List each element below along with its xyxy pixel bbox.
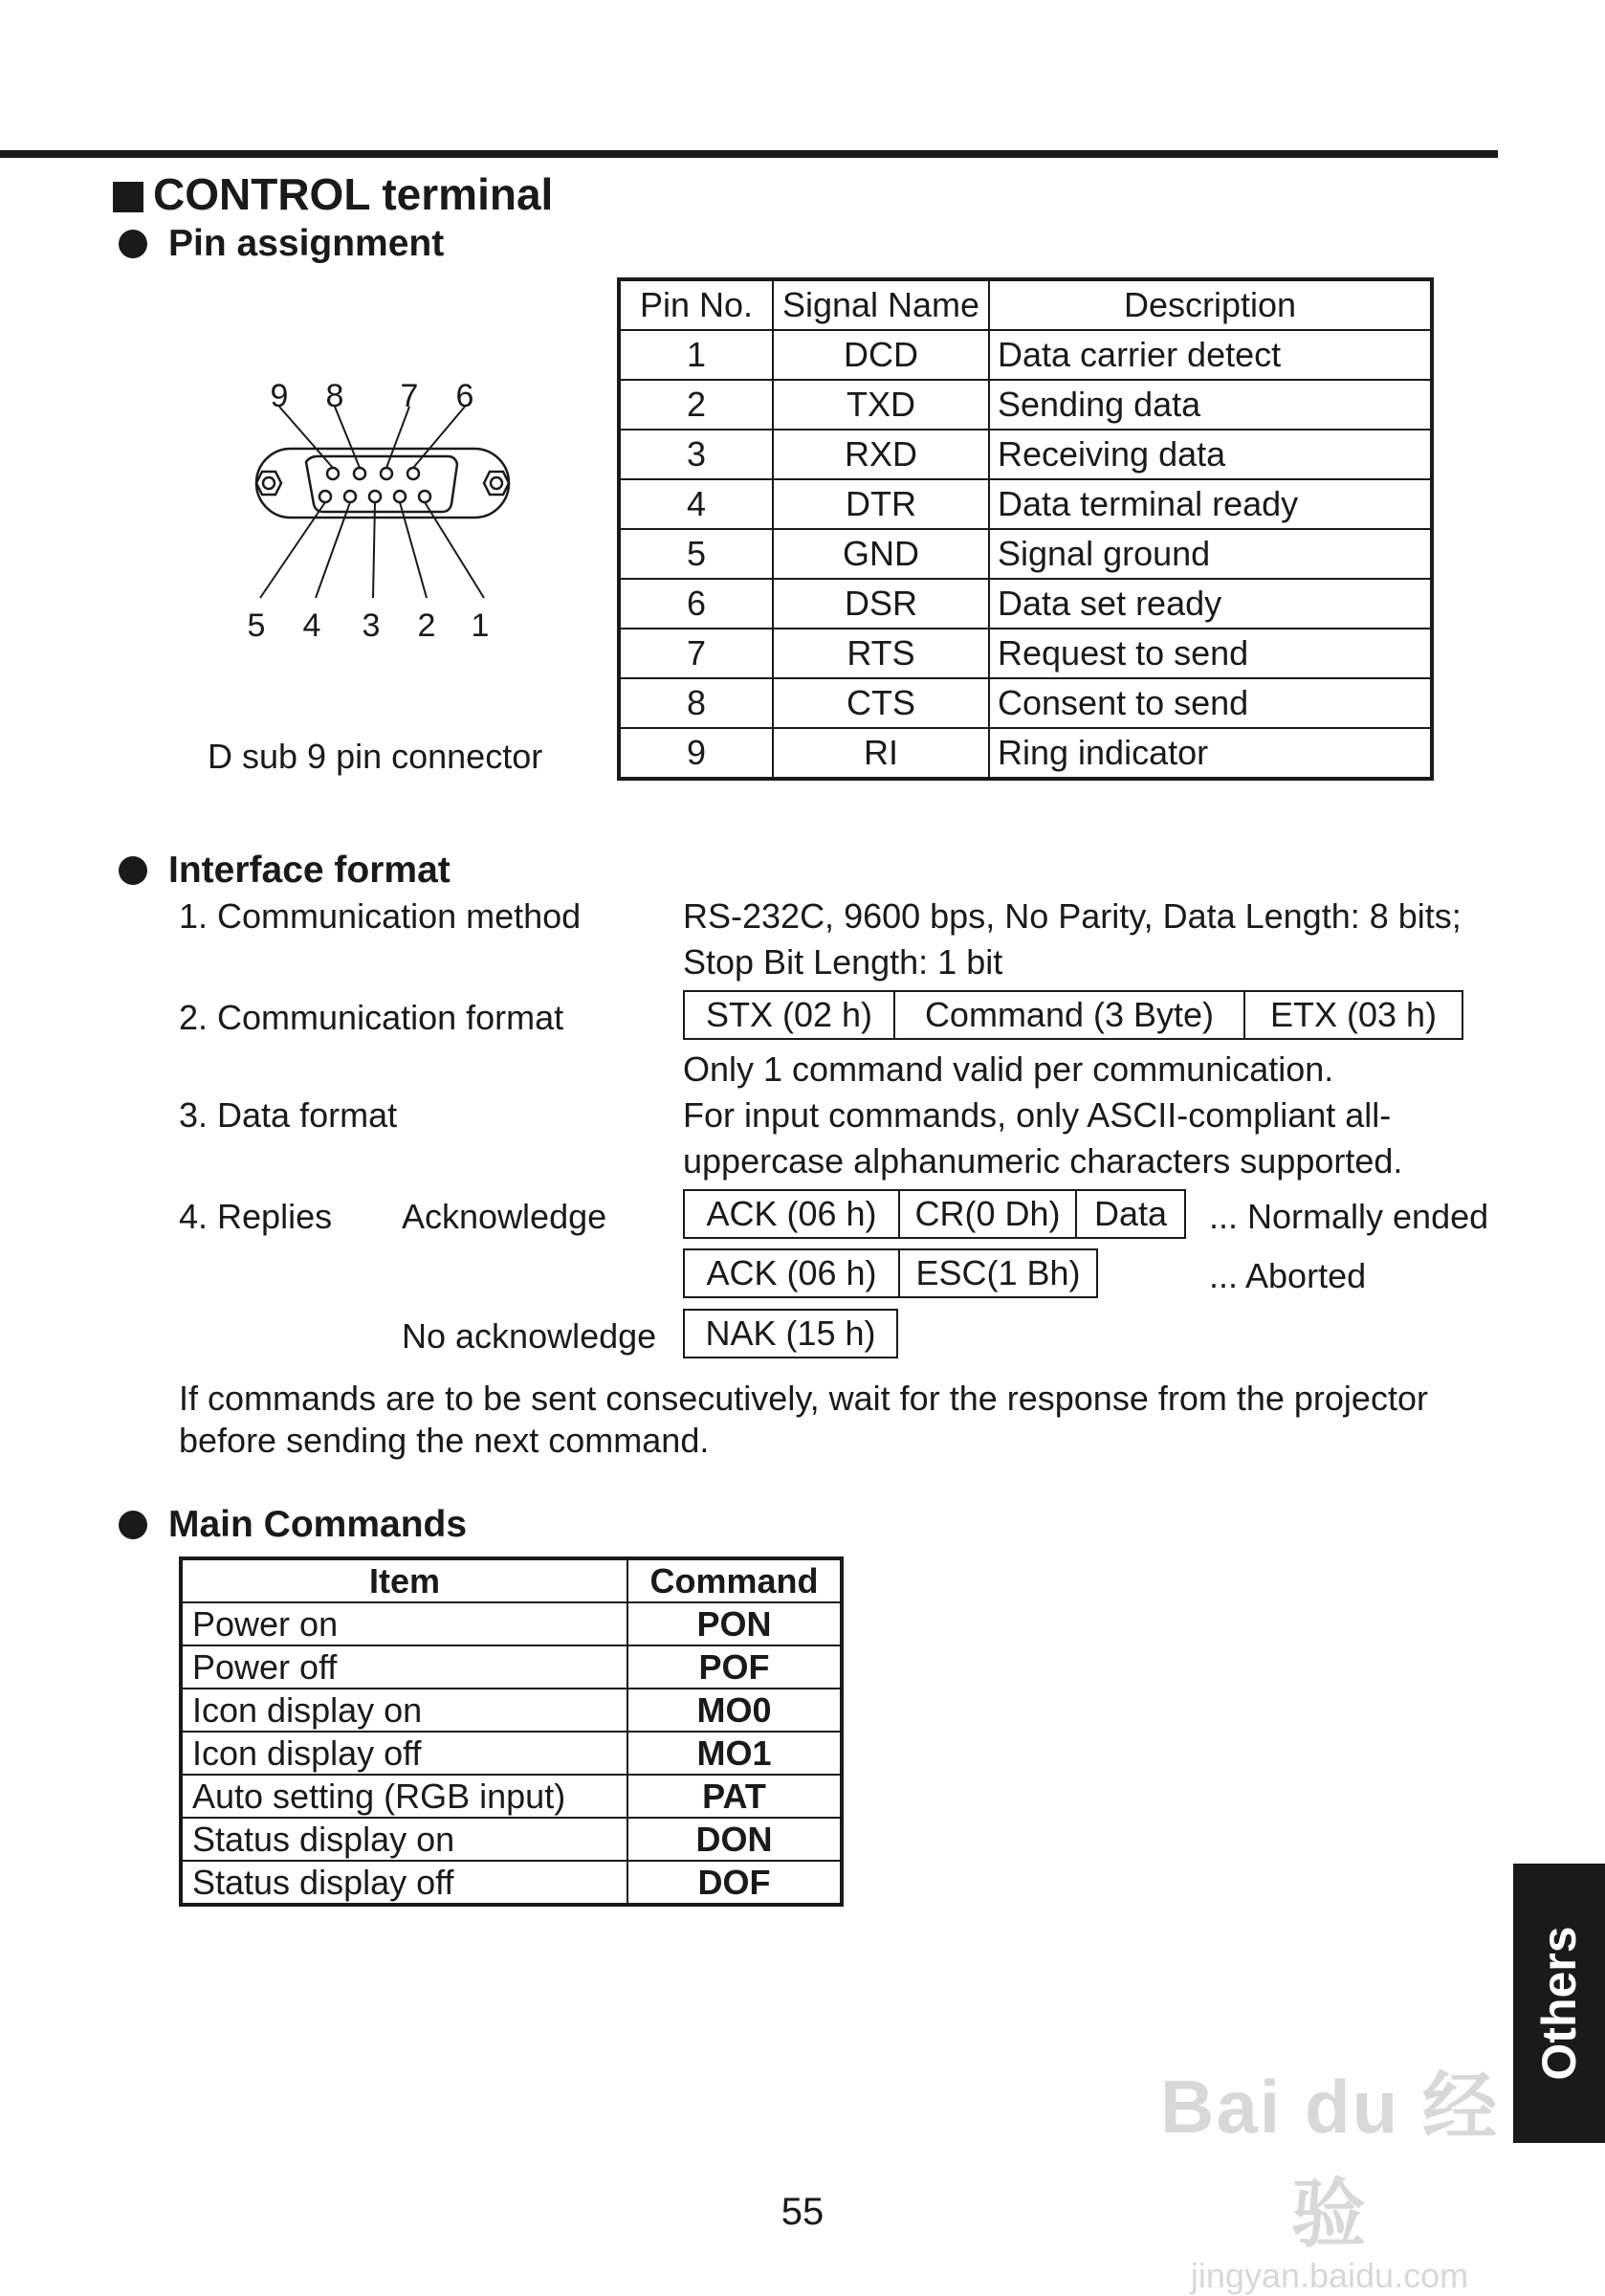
connector-shell (256, 449, 509, 518)
table-row (181, 1732, 842, 1775)
pin-number: 6 (619, 579, 773, 629)
frame-cell-ack: ACK (06 h) (685, 1250, 900, 1296)
pin-label-bottom: 1 (471, 607, 490, 644)
replies-label: 4. Replies (179, 1197, 333, 1236)
comm-format-note: Only 1 command valid per communication. (683, 1049, 1334, 1089)
table-row (619, 380, 1432, 430)
pin-number: 2 (619, 380, 773, 430)
ack-normal-frame (683, 1189, 1186, 1239)
signal-name: RTS (773, 629, 989, 678)
signal-name: CTS (773, 678, 989, 728)
acknowledge-label: Acknowledge (402, 1197, 607, 1236)
frame-cell-stx: STX (02 h) (685, 992, 895, 1038)
frame-cell-ack: ACK (06 h) (685, 1191, 900, 1237)
table-row (619, 579, 1432, 629)
command-item: Icon display off (181, 1732, 627, 1775)
pin-label-bottom: 5 (247, 607, 266, 644)
data-format-value: For input commands, only ASCII-compliant all- (683, 1095, 1392, 1135)
pin-3 (369, 491, 381, 502)
frame-cell-nak: NAK (15 h) (705, 1314, 876, 1353)
command-code: MO0 (627, 1689, 842, 1732)
ack-abort-frame (683, 1248, 1098, 1298)
command-code: PAT (627, 1775, 842, 1818)
pin-number: 1 (619, 330, 773, 380)
pin-assignment-heading: Pin assignment (119, 223, 444, 265)
ack-abort-note: ... Aborted (1209, 1256, 1367, 1295)
command-item: Icon display on (181, 1689, 627, 1732)
table-header-row (181, 1558, 842, 1602)
consecutive-note: If commands are to be sent consecutively, wait for the response from the projector (179, 1379, 1428, 1418)
command-code: DON (627, 1818, 842, 1861)
column-header: Description (989, 279, 1432, 330)
table-header-row (619, 279, 1432, 330)
column-header: Command (627, 1558, 842, 1602)
comm-method-label: 1. Communication method (179, 896, 582, 936)
data-format-label: 3. Data format (179, 1095, 398, 1135)
command-item: Power on (181, 1602, 627, 1645)
bullet-icon (119, 230, 147, 258)
pin-5 (319, 491, 331, 502)
signal-name: GND (773, 529, 989, 579)
pin-4 (344, 491, 356, 502)
no-acknowledge-label: No acknowledge (402, 1316, 657, 1356)
baidu-watermark (1138, 2047, 1521, 2296)
signal-name: RI (773, 728, 989, 779)
pin-2 (394, 491, 406, 502)
connector-face (306, 456, 457, 512)
command-code: POF (627, 1645, 842, 1689)
pin-label-bottom: 4 (302, 607, 321, 644)
signal-name: RXD (773, 430, 989, 479)
ack-normal-note: ... Normally ended (1209, 1197, 1489, 1236)
section-title: CONTROL terminal (113, 168, 553, 220)
pin-number: 9 (619, 728, 773, 779)
interface-format-heading: Interface format (119, 850, 451, 892)
pin-label-top: 7 (400, 378, 419, 414)
frame-cell-etx: ETX (03 h) (1269, 995, 1438, 1034)
table-row (619, 479, 1432, 529)
pin-description: Signal ground (989, 529, 1432, 579)
table-row (181, 1775, 842, 1818)
table-row (619, 330, 1432, 380)
bullet-icon (119, 856, 147, 885)
pin-number: 4 (619, 479, 773, 529)
pin-9 (327, 468, 339, 479)
pin-description: Sending data (989, 380, 1432, 430)
table-row (619, 629, 1432, 678)
pin-number: 3 (619, 430, 773, 479)
comm-method-value: RS-232C, 9600 bps, No Parity, Data Length: 8 bits; (683, 896, 1462, 936)
command-item: Power off (181, 1645, 627, 1689)
pin-label-bottom: 2 (417, 607, 436, 644)
frame-cell-data: Data (1093, 1194, 1168, 1233)
frame-cell-command: Command (3 Byte) (895, 992, 1245, 1038)
pin-assignment-table (617, 277, 1434, 781)
column-header: Pin No. (619, 279, 773, 330)
pin-description: Ring indicator (989, 728, 1432, 779)
pin-description: Data carrier detect (989, 330, 1432, 380)
connector-caption: D sub 9 pin connector (208, 737, 543, 776)
table-row (181, 1602, 842, 1645)
comm-method-value-cont: Stop Bit Length: 1 bit (683, 942, 1003, 982)
data-format-value-cont: uppercase alphanumeric characters supported. (683, 1141, 1403, 1181)
column-header: Item (181, 1558, 627, 1602)
comm-format-frame (683, 990, 1463, 1040)
dsub9-connector-diagram (210, 378, 555, 655)
nak-frame (683, 1309, 898, 1358)
table-row (619, 529, 1432, 579)
pin-description: Data set ready (989, 579, 1432, 629)
pin-label-bottom: 3 (362, 607, 381, 644)
pin-label-top: 8 (325, 378, 344, 414)
signal-name: DCD (773, 330, 989, 380)
signal-name: TXD (773, 380, 989, 430)
page-number: 55 (781, 2191, 824, 2233)
table-row (619, 678, 1432, 728)
pin-description: Request to send (989, 629, 1432, 678)
pin-7 (381, 468, 392, 479)
command-item: Status display on (181, 1818, 627, 1861)
pin-label-top: 9 (270, 378, 289, 414)
command-code: DOF (627, 1861, 842, 1905)
table-row (619, 728, 1432, 779)
command-code: MO1 (627, 1732, 842, 1775)
top-rule (0, 150, 1498, 158)
table-row (181, 1689, 842, 1732)
pin-number: 8 (619, 678, 773, 728)
pin-label-top: 6 (455, 378, 474, 414)
pin-number: 7 (619, 629, 773, 678)
table-row (619, 430, 1432, 479)
main-commands-table (179, 1556, 844, 1907)
bullet-icon (119, 1511, 147, 1539)
frame-cell-cr: CR(0 Dh) (900, 1191, 1077, 1237)
pin-number: 5 (619, 529, 773, 579)
others-side-tab[interactable] (1513, 1864, 1605, 2143)
command-item: Status display off (181, 1861, 627, 1905)
square-bullet-icon (113, 182, 143, 212)
pin-1 (419, 491, 430, 502)
watermark-url: jingyan.baidu.com (1190, 2256, 1469, 2295)
command-code: PON (627, 1602, 842, 1645)
side-tab-label: Others (1532, 1926, 1586, 2081)
main-commands-heading: Main Commands (119, 1504, 467, 1546)
pin-6 (407, 468, 419, 479)
comm-format-label: 2. Communication format (179, 998, 564, 1037)
signal-name: DSR (773, 579, 989, 629)
table-row (181, 1818, 842, 1861)
pin-description: Data terminal ready (989, 479, 1432, 529)
left-hex-nut (256, 472, 281, 495)
consecutive-note-cont: before sending the next command. (179, 1421, 710, 1460)
table-row (181, 1861, 842, 1905)
pin-8 (354, 468, 365, 479)
pin-description: Consent to send (989, 678, 1432, 728)
frame-cell-esc: ESC(1 Bh) (915, 1253, 1081, 1292)
column-header: Signal Name (773, 279, 989, 330)
watermark-brand: Bai du 经验 (1159, 2064, 1499, 2256)
signal-name: DTR (773, 479, 989, 529)
right-hex-nut (484, 472, 509, 495)
command-item: Auto setting (RGB input) (181, 1775, 627, 1818)
pin-description: Receiving data (989, 430, 1432, 479)
table-row (181, 1645, 842, 1689)
